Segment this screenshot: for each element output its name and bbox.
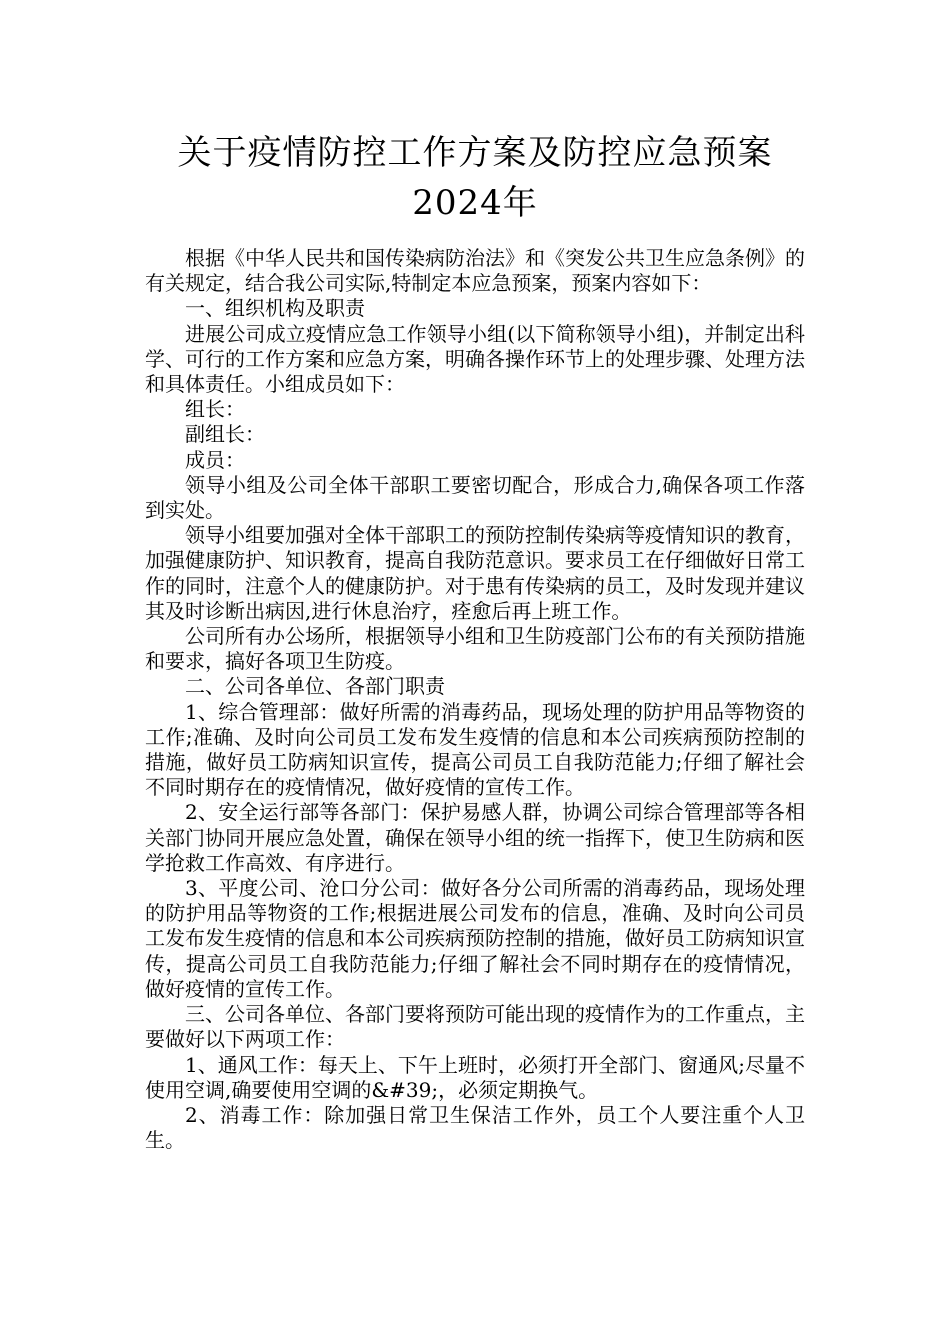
field-group-leader: 组长： xyxy=(185,397,245,422)
title-line-main: 关于疫情防控工作方案及防控应急预案 xyxy=(177,133,773,173)
paragraph-intro: 根据《中华人民共和国传染病防治法》和《突发公共卫生应急条例》的有关规定，结合我公司实际,特制定本应急预案，预案内容如下： xyxy=(145,246,805,296)
document-body xyxy=(145,246,805,1153)
paragraph-ventilation: 1、通风工作：每天上、下午上班时，必须打开全部门、窗通风;尽量不使用空调,确要使用空调的&#39;，必须定期换气。 xyxy=(145,1052,805,1102)
paragraph-duty-1: 1、综合管理部：做好所需的消毒药品，现场处理的防护用品等物资的工作;准确、及时向公司员工发布发生疫情的信息和本公司疾病预防控制的措施，做好员工防病知识宣传，提高公司员工自我防范能力;仔细了解社会不同时期存在的疫情情况，做好疫情的宣传工作。 xyxy=(145,699,805,800)
document-title xyxy=(0,128,950,228)
title-line-year: 2024年 xyxy=(412,183,538,223)
paragraph-cooperation: 领导小组及公司全体干部职工要密切配合，形成合力,确保各项工作落到实处。 xyxy=(145,472,805,523)
heading-section-1: 一、组织机构及职责 xyxy=(185,296,365,321)
paragraph-education: 领导小组要加强对全体干部职工的预防控制传染病等疫情知识的教育，加强健康防护、知识教育，提高自我防范意识。要求员工在仔细做好日常工作的同时，注意个人的健康防护。对于患有传染病的员工，及时发现并建议其及时诊断出病因,进行休息治疗，痊愈后再上班工作。 xyxy=(145,523,805,623)
heading-section-3: 三、公司各单位、各部门要将预防可能出现的疫情作为的工作重点，主要做好以下两项工作： xyxy=(145,1002,805,1052)
paragraph-disinfection: 2、消毒工作：除加强日常卫生保洁工作外，员工个人要注重个人卫生。 xyxy=(145,1102,805,1153)
field-members: 成员： xyxy=(185,447,245,472)
paragraph-duty-3: 3、平度公司、沧口分公司：做好各分公司所需的消毒药品，现场处理的防护用品等物资的工作;根据进展公司发布的信息，准确、及时向公司员工发布发生疫情的信息和本公司疾病预防控制的措施，做好员工防病知识宣传，提高公司员工自我防范能力;仔细了解社会不同时期存在的疫情情况，做好疫情的宣传工作。 xyxy=(145,876,805,1001)
heading-section-2: 二、公司各单位、各部门职责 xyxy=(185,674,445,699)
paragraph-leading-group: 进展公司成立疫情应急工作领导小组(以下简称领导小组)，并制定出科学、可行的工作方案和应急方案，明确各操作环节上的处理步骤、处理方法和具体责任。小组成员如下： xyxy=(145,321,805,397)
field-deputy-leader: 副组长： xyxy=(185,422,265,447)
paragraph-offices: 公司所有办公场所，根据领导小组和卫生防疫部门公布的有关预防措施和要求，搞好各项卫生防疫。 xyxy=(145,624,805,674)
paragraph-duty-2: 2、安全运行部等各部门：保护易感人群，协调公司综合管理部等各相关部门协同开展应急处置，确保在领导小组的统一指挥下，使卫生防病和医学抢救工作高效、有序进行。 xyxy=(145,800,805,875)
